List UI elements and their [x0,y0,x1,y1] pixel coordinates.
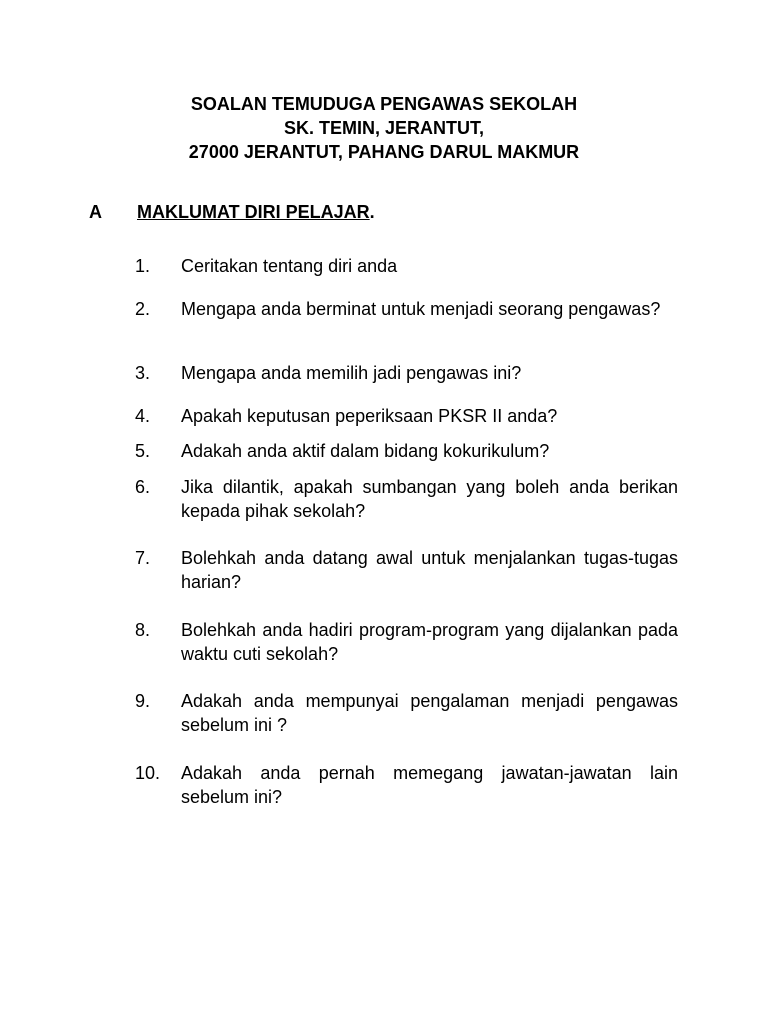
question-text: Bolehkah anda hadiri program-program yang dijalankan pada waktu cuti sekolah? [181,620,678,664]
question-item [135,546,678,594]
question-number: 5. [135,441,151,461]
question-item [135,439,678,463]
section-title: MAKLUMAT DIRI PELAJAR [137,202,370,222]
section-heading [89,200,689,224]
question-number: 4. [135,406,151,426]
question-number: 8. [135,620,151,640]
question-text: Bolehkah anda datang awal untuk menjalankan tugas-tugas harian? [181,548,678,592]
question-item [135,297,678,321]
header-line-3: 27000 JERANTUT, PAHANG DARUL MAKMUR [188,142,580,162]
question-text: Adakah anda mempunyai pengalaman menjadi pengawas sebelum ini ? [181,691,678,735]
section-letter: A [89,202,102,222]
question-item [135,404,678,428]
question-number: 3. [135,363,151,383]
question-text: Adakah anda aktif dalam bidang kokurikulum? [181,441,550,461]
question-number: 2. [135,299,151,319]
section-title-suffix: . [369,202,375,222]
question-item [135,475,678,523]
question-text: Mengapa anda berminat untuk menjadi seorang pengawas? [181,299,661,319]
question-text: Mengapa anda memilih jadi pengawas ini? [181,363,522,383]
question-item [135,761,678,809]
document-header [0,92,768,164]
header-line-1: SOALAN TEMUDUGA PENGAWAS SEKOLAH [190,94,578,114]
question-item [135,254,678,278]
question-number: 10. [135,763,161,783]
question-number: 6. [135,477,151,497]
header-line-2: SK. TEMIN, JERANTUT, [283,118,484,138]
question-text: Apakah keputusan peperiksaan PKSR II anda? [181,406,558,426]
question-number: 7. [135,548,151,568]
question-number: 9. [135,691,151,711]
question-number: 1. [135,256,151,276]
question-text: Jika dilantik, apakah sumbangan yang boleh anda berikan kepada pihak sekolah? [181,477,678,521]
question-text: Ceritakan tentang diri anda [181,256,398,276]
question-text: Adakah anda pernah memegang jawatan-jawatan lain sebelum ini? [181,763,678,807]
question-item [135,689,678,737]
question-item [135,361,678,385]
question-item [135,618,678,666]
